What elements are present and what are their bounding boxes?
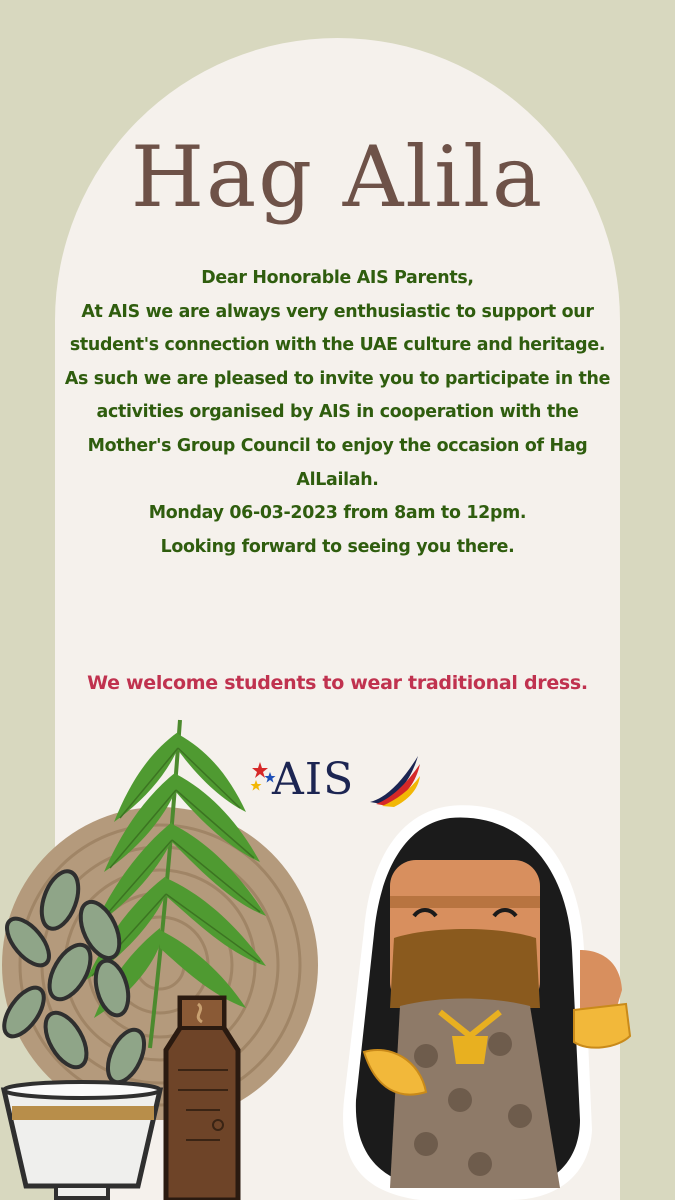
invitation-text <box>60 262 615 564</box>
closing-paragraph: Looking forward to seeing you there. <box>160 536 515 557</box>
dress-note: We welcome students to wear traditional dress. <box>87 672 588 694</box>
greeting-paragraph: Dear Honorable AIS Parents, <box>201 268 474 288</box>
girl-character-icon <box>330 800 650 1200</box>
invite-paragraph: As such we are pleased to invite you to participate in the activities organised by AIS in cooperation with the Mother's Group Council to enjoy the occasion of Hag AlLailah. <box>64 368 611 490</box>
logo-text: AIS <box>272 754 355 805</box>
date-paragraph: Monday 06-03-2023 from 8am to 12pm. <box>148 503 527 524</box>
leaves-icon <box>0 860 160 1100</box>
intro-paragraph: At AIS we are always very enthusiastic to support our student's connection with the UAE culture and heritage. <box>69 301 606 356</box>
oil-bottle-icon <box>158 990 248 1200</box>
cup-icon <box>0 1080 170 1200</box>
page-title: Hag Alila <box>130 128 545 226</box>
